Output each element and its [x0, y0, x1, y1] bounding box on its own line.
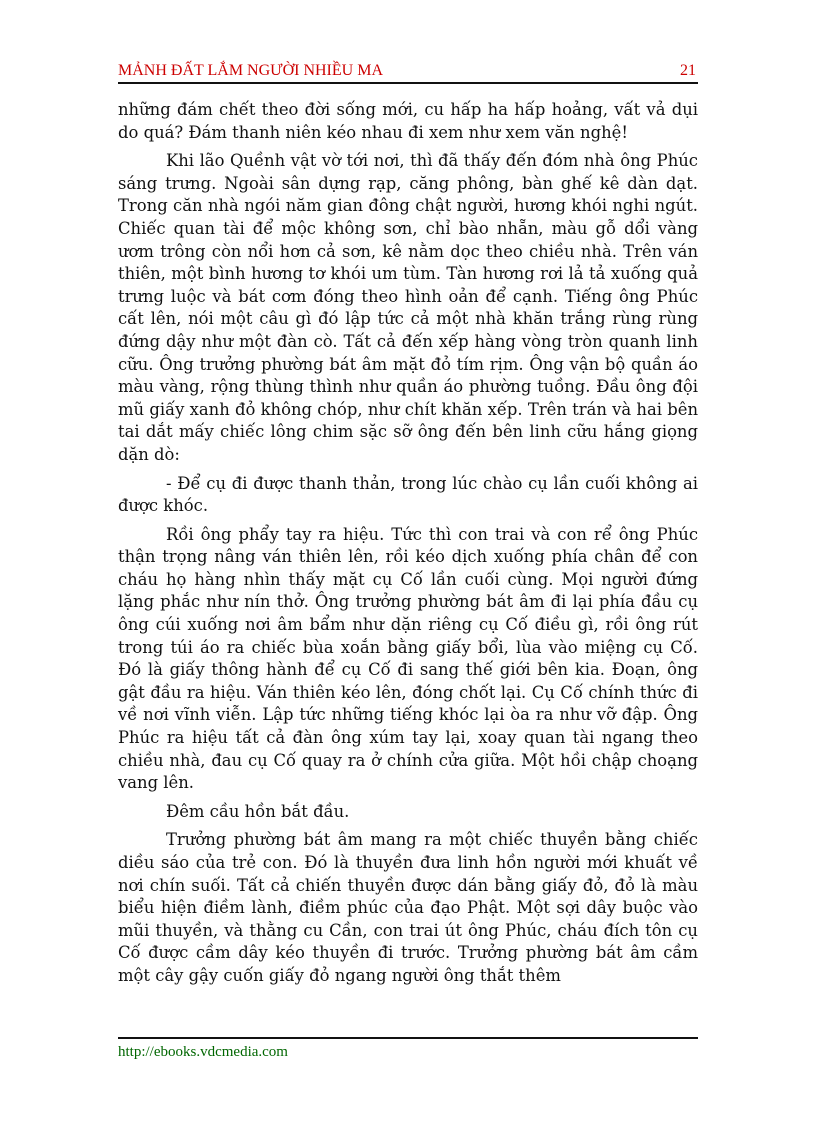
footer-divider: [118, 1037, 698, 1039]
book-title: MẢNH ĐẤT LẮM NGƯỜI NHIỀU MA: [118, 62, 383, 79]
paragraph: những đám chết theo đời sống mới, cu hấp ha hấp hoảng, vất vả dụi do quá? Đám thanh niên kéo nhau đi xem như xem văn nghệ!: [118, 100, 698, 142]
paragraph: Đêm cầu hồn bắt đầu.: [166, 801, 350, 821]
paragraph: Khi lão Quềnh vật vờ tới nơi, thì đã thấy đến đóm nhà ông Phúc sáng trưng. Ngoài sân dựng rạp, căng phông, bàn ghế kê dàn dạt. Trong căn nhà ngói năm gian đông chật người, hương khói nghi ngút. Chiếc quan tài để mộc không sơn, chỉ bào nhẵn, màu gỗ dổi vàng ươm trông còn nổi hơn cả sơn, kê nằm dọc theo chiều nhà. Trên ván thiên, một bình hương tơ khói um tùm. Tàn hương rơi lả tả xuống quả trưng luộc và bát cơm đóng theo hình oản để cạnh. Tiếng ông Phúc cất lên, nói một câu gì đó lập tức cả một nhà khăn trắng rùng rùng đứng dậy như một đàn cò. Tất cả đến xếp hàng vòng tròn quanh linh cữu. Ông trưởng phường bát âm mặt đỏ tím rịm. Ông vận bộ quần áo màu vàng, rộng thùng thình như quần áo phường tuồng. Đầu ông đội mũ giấy xanh đỏ không chóp, như chít khăn xếp. Trên trán và hai bên tai dắt mấy chiếc lông chim sặc sỡ ông đến bên linh cữu hắng giọng dặn dò:: [118, 151, 698, 464]
page-header: [118, 60, 698, 84]
page-body: [118, 99, 698, 994]
dialogue-line: - Để cụ đi được thanh thản, trong lúc chào cụ lần cuối không ai được khóc.: [118, 473, 698, 516]
paragraph: Rồi ông phẩy tay ra hiệu. Tức thì con trai và con rể ông Phúc thận trọng nâng ván thiên lên, rồi kéo dịch xuống phía chân để con cháu họ hàng nhìn thấy mặt cụ Cố lần cuối cùng. Mọi người đứng lặng phắc như nín thở. Ông trưởng phường bát âm đi lại phía đầu cụ ông cúi xuống nơi âm bẩm như dặn riêng cụ Cố điều gì, rồi ông rút trong túi áo ra chiếc bùa xoắn bằng giấy bổi, lùa vào miệng cụ Cố. Đó là giấy thông hành để cụ Cố đi sang thế giới bên kia. Đoạn, ông gật đầu ra hiệu. Ván thiên kéo lên, đóng chốt lại. Cụ Cố chính thức đi về nơi vĩnh viễn. Lập tức những tiếng khóc lại òa ra như vỡ đập. Ông Phúc ra hiệu tất cả đàn ông xúm tay lại, xoay quan tài ngang theo chiều nhà, đau cụ Cố quay ra ở chính cửa giữa. Một hồi chập choạng vang lên.: [118, 524, 698, 793]
footer-link[interactable]: http://ebooks.vdcmedia.com: [118, 1044, 288, 1060]
page-number: 21: [680, 62, 696, 79]
paragraph: Trưởng phường bát âm mang ra một chiếc thuyền bằng chiếc diều sáo của trẻ con. Đó là thuyền đưa linh hồn người mới khuất về nơi chín suối. Tất cả chiến thuyền được dán bằng giấy đỏ, đỏ là màu biểu hiện điềm lành, điềm phúc của đạo Phật. Một sợi dây buộc vào mũi thuyền, và thằng cu Cần, con trai út ông Phúc, cháu đích tôn cụ Cố được cầm dây kéo thuyền đi trước. Trưởng phường bát âm cầm một cây gậy cuốn giấy đỏ ngang người ông thắt thêm: [118, 830, 698, 985]
